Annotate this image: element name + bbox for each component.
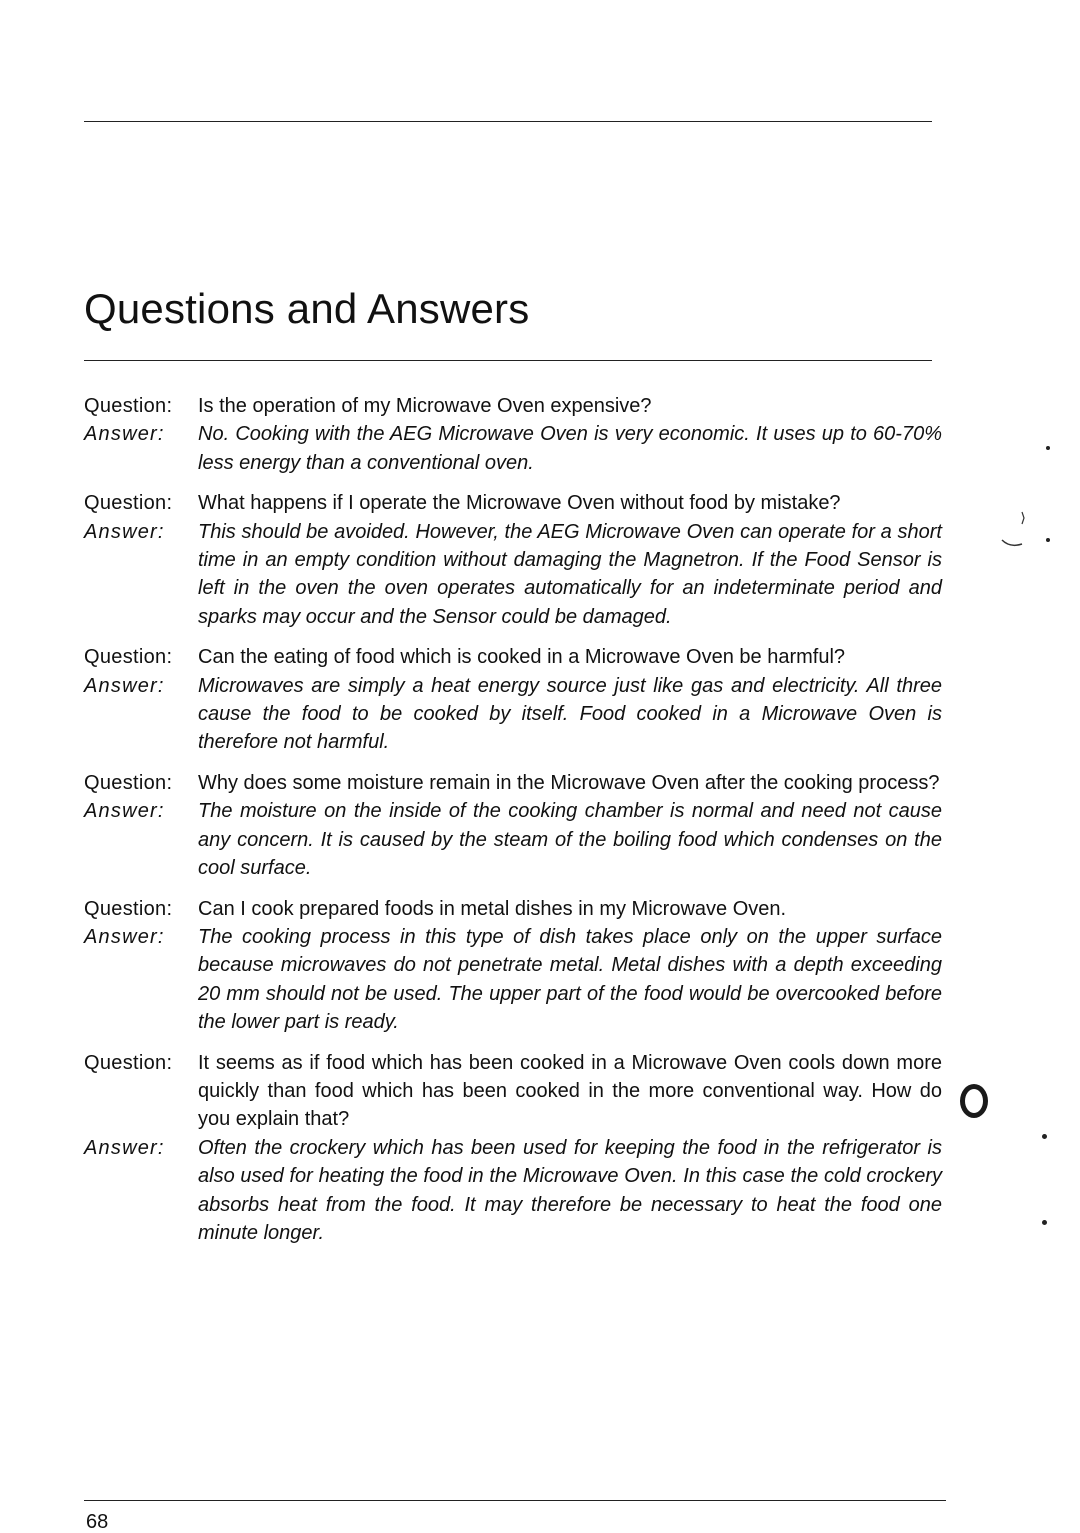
qa-item-4 (84, 769, 942, 883)
top-rule (84, 121, 932, 122)
question-text: Can I cook prepared foods in metal dishes in my Microwave Oven. (198, 897, 787, 920)
answer-row (84, 1134, 942, 1248)
answer-row (84, 518, 942, 632)
answer-text: The cooking process in this type of dish takes place only on the upper surface because microwaves do not penetrate metal. Metal dishes with a depth exceeding 20 mm should not be used. The upper part of the food would be overcooked before the lower part is ready. (198, 925, 942, 1034)
qa-item-3 (84, 643, 942, 757)
answer-row (84, 420, 942, 477)
question-text: What happens if I operate the Microwave Oven without food by mistake? (198, 492, 841, 515)
qa-item-5 (84, 895, 942, 1037)
answer-text: Microwaves are simply a heat energy source just like gas and electricity. All three cause the food to be cooked by itself. Food cooked in a Microwave Oven is therefore not harmful. (198, 674, 942, 754)
question-label: Question: (84, 492, 173, 515)
question-row (84, 643, 942, 671)
answer-row (84, 672, 942, 757)
answer-label: Answer: (84, 423, 165, 446)
answer-row (84, 797, 942, 882)
question-row (84, 895, 942, 923)
question-text: Why does some moisture remain in the Microwave Oven after the cooking process? (198, 771, 940, 794)
question-text: Is the operation of my Microwave Oven expensive? (198, 395, 652, 417)
answer-text: Often the crockery which has been used for keeping the food in the refrigerator is also used for heating the food in the Microwave Oven. In this case the cold crockery absorbs heat from the food. It may therefore be necessary to heat the food one minute longer. (198, 1136, 942, 1244)
title-underline-rule (84, 360, 932, 361)
answer-text: No. Cooking with the AEG Microwave Oven is very economic. It uses up to 60-70% less energy than a conventional oven. (198, 423, 942, 474)
answer-row (84, 923, 942, 1037)
question-label: Question: (84, 646, 173, 669)
qa-list (84, 392, 942, 1259)
question-label: Question: (84, 395, 173, 417)
binder-hole-icon (960, 1084, 988, 1118)
qa-item-6 (84, 1049, 942, 1248)
question-row (84, 1049, 942, 1134)
scan-speck (1042, 1134, 1047, 1139)
answer-label: Answer: (84, 674, 165, 697)
answer-text: The moisture on the inside of the cooking chamber is normal and need not cause any concern. It is caused by the steam of the boiling food which condenses on the cool surface. (198, 800, 942, 880)
question-row (84, 392, 942, 420)
scan-scratch-mark (1000, 510, 1030, 550)
answer-text: This should be avoided. However, the AEG Microwave Oven can operate for a short time in an empty condition without damaging the Magnetron. If the Food Sensor is left in the oven the oven operates automatically for an indeterminate period and sparks may occur and the Sensor could be damaged. (198, 520, 942, 628)
question-row (84, 489, 942, 517)
scan-speck (1046, 538, 1050, 542)
question-text: It seems as if food which has been cooked in a Microwave Oven cools down more quickly than food which has been cooked in the more conventional way. How do you explain that? (198, 1051, 942, 1131)
question-label: Question: (84, 897, 173, 920)
question-label: Question: (84, 1051, 173, 1074)
question-label: Question: (84, 771, 173, 794)
page-title: Questions and Answers (84, 285, 530, 332)
qa-item-2 (84, 489, 942, 631)
question-row (84, 769, 942, 797)
answer-label: Answer: (84, 520, 165, 543)
answer-label: Answer: (84, 925, 165, 948)
scan-speck (1046, 446, 1050, 450)
scan-speck (1042, 1220, 1047, 1225)
question-text: Can the eating of food which is cooked in a Microwave Oven be harmful? (198, 646, 846, 669)
page-number: 68 (86, 1511, 109, 1533)
footer-rule (84, 1500, 946, 1501)
answer-label: Answer: (84, 1136, 165, 1159)
qa-item-1 (84, 392, 942, 477)
answer-label: Answer: (84, 800, 165, 823)
